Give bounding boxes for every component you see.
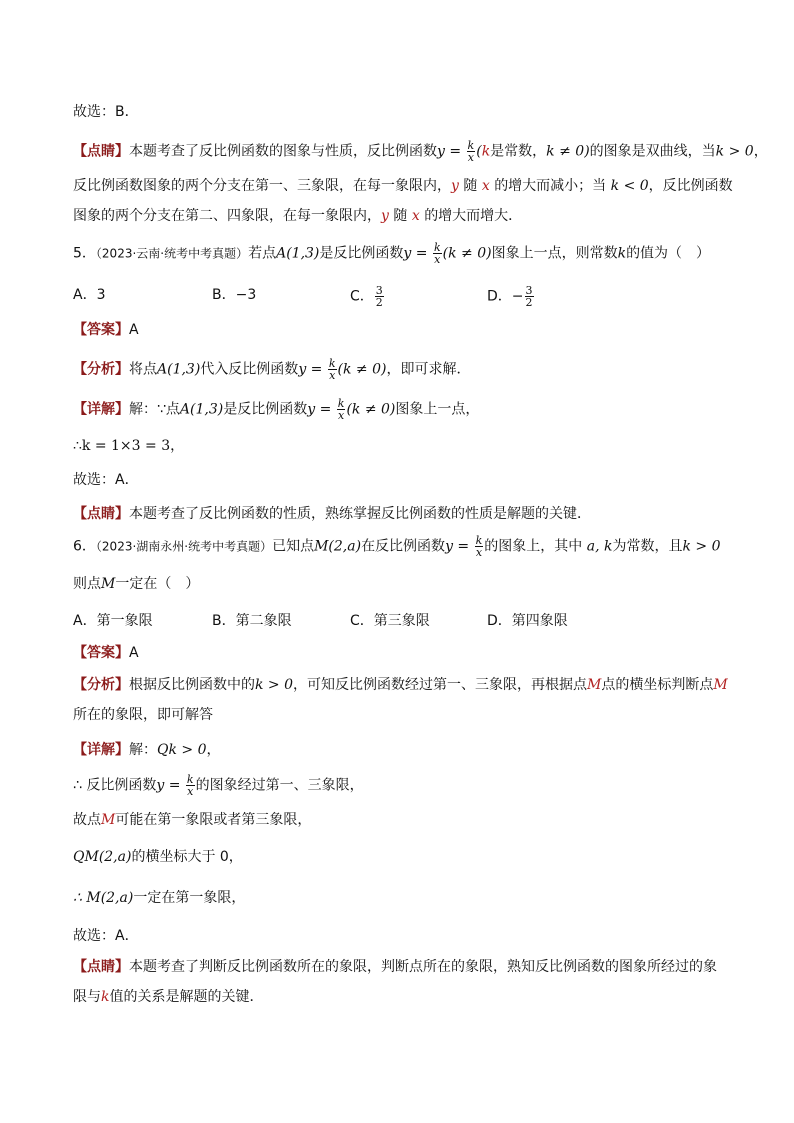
text: 若点	[248, 245, 277, 262]
q5-option-c	[350, 285, 385, 308]
text: 的横坐标大于 0，	[131, 849, 243, 865]
analysis-tag: 【分析】	[73, 361, 129, 378]
option-text: D．第四象限	[487, 613, 568, 629]
comment-tag: 【点睛】	[73, 143, 129, 160]
math-a-k: a, k	[586, 538, 613, 555]
numerator: k	[186, 773, 194, 786]
math-m: M	[101, 812, 116, 828]
numerator: k	[467, 139, 475, 152]
text: 的图象上，其中	[484, 538, 583, 555]
text: ，可知反比例函数经过第一、三象限，再根据点	[293, 677, 588, 693]
fraction-3-over-2	[525, 285, 534, 308]
answer-tag: 【答案】	[73, 322, 129, 338]
text: 本题考查了判断反比例函数所在的象限，判断点所在的象限，熟知反比例函数的图象所经过的象	[129, 959, 717, 975]
text: 故选：A．	[73, 928, 139, 944]
option-text: B．−3	[212, 287, 257, 303]
q6-option-a	[73, 611, 153, 631]
q6-analysis-2	[73, 705, 213, 725]
q6-comment-2	[73, 987, 263, 1007]
numerator: 3	[525, 284, 533, 297]
q6-answer	[73, 643, 139, 663]
line-comment-3	[73, 206, 522, 226]
fraction-3-over-2	[375, 285, 384, 308]
q6-detail-3	[73, 810, 311, 830]
q6-option-b	[212, 611, 292, 631]
fraction-k-over-x	[328, 358, 337, 381]
math-x: x	[481, 178, 490, 194]
q5-analysis	[73, 358, 470, 381]
text: 解：	[129, 742, 157, 758]
comment-tag: 【点睛】	[73, 506, 129, 522]
text: 随	[463, 178, 478, 194]
math-k-lt-0: k < 0	[610, 178, 649, 194]
text: 值的关系是解题的关键．	[109, 989, 264, 1005]
denominator: x	[467, 151, 474, 164]
numerator: k	[337, 397, 345, 410]
q6-comment	[73, 957, 717, 977]
text: 图象的两个分支在第二、四象限，在每一象限内，	[73, 208, 381, 224]
option-text: B．第二象限	[212, 613, 292, 629]
text: 随	[393, 208, 408, 224]
math-k: k	[101, 989, 110, 1005]
numerator: k	[328, 357, 336, 370]
text: 是常数，	[490, 143, 547, 160]
question-number: 5．	[73, 245, 96, 262]
math-point-a: A(1,3)	[157, 361, 201, 378]
text: 为常数，且	[612, 538, 683, 555]
denominator: x	[434, 253, 441, 266]
text: 将点	[129, 361, 157, 378]
q6-option-c	[350, 611, 430, 631]
question-source: （2023·湖南永州·统考中考真题）	[95, 539, 273, 554]
text: 图象上一点，则常数	[491, 245, 618, 262]
numerator: k	[475, 534, 483, 547]
text: 所在的象限，即可解答	[73, 707, 213, 723]
q5-detail	[73, 398, 479, 421]
numerator: 3	[375, 284, 383, 297]
option-text: D．−	[487, 288, 524, 305]
q5-detail-2	[73, 436, 184, 456]
fraction-k-over-x	[475, 535, 484, 558]
math-k-ne-0: k ≠ 0)	[546, 143, 590, 160]
math-y-eq: y =	[445, 538, 470, 555]
text: 的增大而减小；当	[494, 178, 607, 194]
math-y-eq: y =	[437, 143, 462, 160]
math-y-eq: y =	[307, 401, 332, 418]
denominator: x	[329, 369, 336, 382]
math-k-ne-0: (k ≠ 0)	[442, 245, 492, 262]
text: 则点	[73, 576, 101, 592]
denominator: x	[187, 785, 194, 798]
q5-option-d	[487, 285, 535, 308]
text: 的图象是双曲线，当	[589, 143, 716, 160]
q6-detail-2	[73, 774, 364, 797]
text: 故点	[73, 812, 101, 828]
text: A	[129, 322, 139, 338]
line-comment-2	[73, 176, 733, 196]
text: 一定在第一象限，	[133, 890, 246, 906]
math-therefore-m-2a: ∴ M(2,a)	[73, 890, 134, 906]
text: 解：∵点	[129, 401, 180, 418]
question-number: 6．	[73, 538, 96, 555]
comment-tag: 【点睛】	[73, 959, 129, 975]
text: 的增大而增大．	[424, 208, 523, 224]
answer-tag: 【答案】	[73, 645, 129, 661]
option-text: A．3	[73, 287, 106, 303]
text: ，即可求解．	[386, 361, 471, 378]
math-point-a: A(1,3)	[179, 401, 224, 418]
text: 点的横坐标判断点	[601, 677, 714, 693]
question-5-stem	[73, 242, 710, 265]
text: ，反比例函数	[648, 178, 733, 194]
math-text: ∴k = 1×3 = 3，	[73, 438, 185, 454]
line-choice-b	[73, 102, 139, 122]
text: 是反比例函数	[223, 401, 308, 418]
math-k-gt-0: k > 0	[715, 143, 754, 160]
question-6-stem-2	[73, 574, 199, 594]
math-point-a: A(1,3)	[276, 245, 320, 262]
denominator: 2	[525, 296, 533, 309]
fraction-k-over-x	[433, 242, 442, 265]
q6-select	[73, 926, 139, 946]
math-y-eq: y =	[298, 361, 323, 378]
math-m: M	[587, 677, 602, 693]
option-text: A．第一象限	[73, 613, 153, 629]
text: 的图象经过第一、三象限，	[195, 777, 364, 794]
text: 本题考查了反比例函数的图象与性质，反比例函数	[129, 143, 437, 160]
math-q-k-gt-0: Qk > 0	[157, 742, 207, 758]
math-k-ne-0: (k ≠ 0)	[346, 401, 396, 418]
math-m: M	[713, 677, 728, 693]
text: 可能在第一象限或者第三象限，	[115, 812, 312, 828]
denominator: x	[475, 546, 483, 559]
option-text: C．第三象限	[350, 613, 430, 629]
question-6-stem	[73, 535, 721, 558]
math-m: M	[101, 576, 116, 592]
text: 故选：B．	[73, 104, 139, 120]
math-y-eq: y =	[156, 777, 181, 794]
q5-comment	[73, 504, 591, 524]
denominator: x	[338, 409, 345, 422]
math-point-m: M(2,a)	[314, 538, 362, 555]
text: 是反比例函数	[319, 245, 404, 262]
text: 图象上一点，	[395, 401, 480, 418]
analysis-tag: 【分析】	[73, 677, 129, 693]
q5-option-b	[212, 285, 256, 305]
fraction-k-over-x	[337, 398, 346, 421]
question-source: （2023·云南·统考中考真题）	[95, 246, 249, 261]
math-x: x	[411, 208, 420, 224]
denominator: 2	[375, 296, 383, 309]
math-y: y	[451, 178, 459, 194]
q6-detail-4	[73, 847, 243, 867]
text: 代入反比例函数	[200, 361, 299, 378]
text: A	[129, 645, 139, 661]
q6-option-d	[487, 611, 568, 631]
math-k-gt-0: k > 0	[682, 538, 721, 555]
detail-tag: 【详解】	[73, 742, 129, 758]
text: 在反比例函数	[361, 538, 446, 555]
fraction-k-over-x	[186, 774, 195, 797]
q5-select	[73, 470, 139, 490]
text: 反比例函数图象的两个分支在第一、三象限，在每一象限内，	[73, 178, 451, 194]
fraction-k-over-x	[467, 140, 476, 163]
text: 的值为（ ）	[626, 245, 711, 262]
q5-answer	[73, 320, 139, 340]
math-k-ne-0: (k ≠ 0)	[337, 361, 387, 378]
detail-tag: 【详解】	[73, 401, 129, 418]
math-q-m-2a: QM(2,a)	[73, 849, 132, 865]
text: ∴ 反比例函数	[73, 777, 157, 794]
q6-detail: 【详解】解：Qk > 0，	[73, 742, 221, 758]
math-k: k	[617, 245, 627, 262]
text: 根据反比例函数中的	[129, 677, 255, 693]
numerator: k	[433, 241, 441, 254]
q5-option-a	[73, 285, 105, 305]
math-y-eq: y =	[403, 245, 428, 262]
math-open-k: (k	[476, 143, 491, 160]
text: 一定在（ ）	[115, 576, 200, 592]
text: 已知点	[272, 538, 315, 555]
text: 本题考查了反比例函数的性质，熟练掌握反比例函数的性质是解题的关键．	[129, 506, 591, 522]
q6-analysis	[73, 675, 728, 695]
line-comment-1: 【点睛】本题考查了反比例函数的图象与性质，反比例函数y = $\frac{k}{x}$ (k是常数，k ≠ 0)的图象是双曲线，当k > 0，	[73, 139, 768, 164]
math-y: y	[381, 208, 389, 224]
math-k-gt-0: k > 0	[255, 677, 294, 693]
text: 限与	[73, 989, 101, 1005]
q6-detail-5	[73, 888, 245, 908]
option-text: C．	[350, 288, 374, 305]
text: 故选：A．	[73, 472, 139, 488]
